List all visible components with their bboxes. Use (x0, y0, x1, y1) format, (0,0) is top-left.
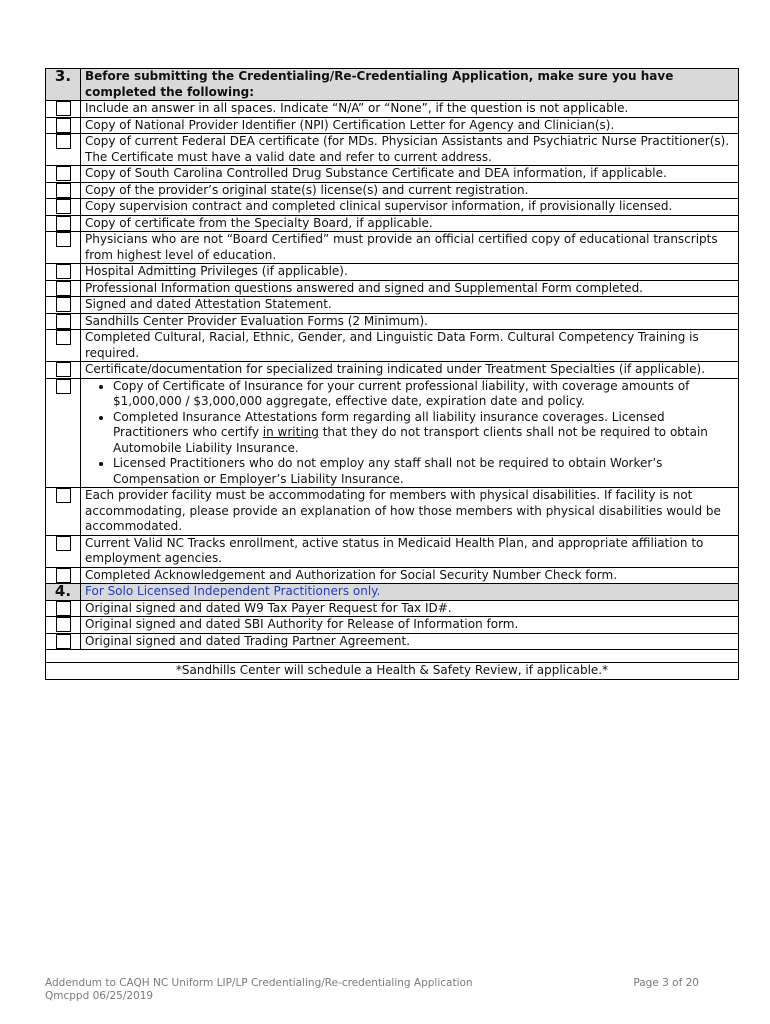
checklist-row (46, 600, 739, 617)
checklist-row (46, 362, 739, 379)
checklist-item-text: Sandhills Center Provider Evaluation Forms (2 Minimum). (81, 313, 739, 330)
checklist-item-text: Physicians who are not “Board Certified” must provide an official certified copy of educational transcripts from highest level of education. (81, 232, 739, 264)
bullet-text: that they do not transport clients shall not be required to obtain Automobile Liability Insurance. (113, 425, 708, 455)
checklist-item-text: Professional Information questions answered and signed and Supplemental Form completed. (81, 280, 739, 297)
checkbox[interactable] (56, 536, 71, 551)
checklist-row (46, 330, 739, 362)
checklist-row (46, 297, 739, 314)
checklist-item-text: Signed and dated Attestation Statement. (81, 297, 739, 314)
section-4-number: 4. (46, 584, 81, 601)
checkbox[interactable] (56, 330, 71, 345)
checkbox[interactable] (56, 264, 71, 279)
note-row (46, 663, 739, 680)
checklist-item-text: Original signed and dated SBI Authority for Release of Information form. (81, 617, 739, 634)
checklist-row (46, 617, 739, 634)
checkbox[interactable] (56, 568, 71, 583)
checklist-row (46, 488, 739, 536)
section-3-heading: Before submitting the Credentialing/Re-Credentialing Application, make sure you have completed the following: (81, 69, 739, 101)
checklist-row (46, 199, 739, 216)
page-number: Page 3 of 20 (633, 977, 699, 989)
page-footer (45, 977, 699, 1003)
checklist-row (46, 313, 739, 330)
insurance-bullet (113, 410, 734, 457)
checklist-item-text: Original signed and dated Trading Partner Agreement. (81, 633, 739, 650)
checklist-item-text: Include an answer in all spaces. Indicate “N/A” or “None”, if the question is not applicable. (81, 101, 739, 118)
section-3-number: 3. (46, 69, 81, 101)
checkbox[interactable] (56, 216, 71, 231)
checkbox[interactable] (56, 488, 71, 503)
section-4-heading: For Solo Licensed Independent Practitioners only. (81, 584, 739, 601)
checklist-row (46, 567, 739, 584)
checkbox[interactable] (56, 199, 71, 214)
checkbox[interactable] (56, 232, 71, 247)
checkbox[interactable] (56, 314, 71, 329)
checklist-item-text: Hospital Admitting Privileges (if applicable). (81, 264, 739, 281)
checklist-item-text: Copy supervision contract and completed clinical supervisor information, if provisionally licensed. (81, 199, 739, 216)
checkbox[interactable] (56, 166, 71, 181)
checklist-row (46, 182, 739, 199)
checklist-item-text: Copy of current Federal DEA certificate (for MDs. Physician Assistants and Psychiatric Nurse Practitioner(s). The Certificate must have a valid date and refer to current address. (81, 134, 739, 166)
checkbox[interactable] (56, 362, 71, 377)
bullet-text: Completed Insurance Attestations form regarding all liability insurance coverages. Licensed Practitioners who certify (113, 409, 665, 439)
checklist-row (46, 633, 739, 650)
checklist-item-text: Current Valid NC Tracks enrollment, active status in Medicaid Health Plan, and appropriate affiliation to employment agencies. (81, 535, 739, 567)
checkbox[interactable] (56, 379, 71, 394)
checklist-item-text: Certificate/documentation for specialized training indicated under Treatment Specialties (if applicable). (81, 362, 739, 379)
checklist-row (46, 264, 739, 281)
section-3-header-row (46, 69, 739, 101)
spacer-row (46, 650, 739, 663)
insurance-row (46, 378, 739, 488)
checkbox[interactable] (56, 601, 71, 616)
checkbox[interactable] (56, 101, 71, 116)
insurance-bullets (81, 378, 739, 488)
checkbox[interactable] (56, 634, 71, 649)
checkbox[interactable] (56, 281, 71, 296)
checklist-row (46, 101, 739, 118)
footer-revision: Qmcppd 06/25/2019 (45, 990, 154, 1002)
checkbox[interactable] (56, 617, 71, 632)
insurance-bullet: • Copy of Certificate of Insurance for your current professional liability, with coverage amounts of $1,000,000 / $3,000,000 aggregate, effective date, expiration date and policy. (113, 379, 734, 410)
checklist-item-text: Copy of South Carolina Controlled Drug Substance Certificate and DEA information, if applicable. (81, 166, 739, 183)
credentialing-checklist-table (45, 68, 739, 680)
checklist-item-text: Completed Acknowledgement and Authorization for Social Security Number Check form. (81, 567, 739, 584)
section-4-header-row (46, 584, 739, 601)
underlined-text: in writing (262, 425, 319, 439)
checkbox[interactable] (56, 118, 71, 133)
checklist-item-text: Each provider facility must be accommodating for members with physical disabilities. If facility is not accommodating, please provide an explanation of how those members with physical disabilities would be accommodated. (81, 488, 739, 536)
checklist-item-text: Original signed and dated W9 Tax Payer Request for Tax ID#. (81, 600, 739, 617)
checklist-row (46, 166, 739, 183)
checklist-row (46, 117, 739, 134)
checkbox[interactable] (56, 183, 71, 198)
checklist-row (46, 134, 739, 166)
checklist-item-text: Copy of certificate from the Specialty Board, if applicable. (81, 215, 739, 232)
checklist-row (46, 535, 739, 567)
empty-cell (46, 650, 739, 663)
checklist-item-text: Copy of the provider’s original state(s) license(s) and current registration. (81, 182, 739, 199)
footer-document-title: Addendum to CAQH NC Uniform LIP/LP Credentialing/Re-credentialing Application (45, 977, 473, 989)
checklist-row (46, 215, 739, 232)
checklist-item-text: Copy of National Provider Identifier (NPI) Certification Letter for Agency and Clinician(s). (81, 117, 739, 134)
checklist-row (46, 280, 739, 297)
checkbox[interactable] (56, 134, 71, 149)
insurance-bullet: • Licensed Practitioners who do not employ any staff shall not be required to obtain Worker’s Compensation or Employer’s Liability Insurance. (113, 456, 734, 487)
checklist-row (46, 232, 739, 264)
checkbox[interactable] (56, 297, 71, 312)
checklist-item-text: Completed Cultural, Racial, Ethnic, Gender, and Linguistic Data Form. Cultural Competency Training is required. (81, 330, 739, 362)
health-safety-note: *Sandhills Center will schedule a Health & Safety Review, if applicable.* (46, 663, 739, 680)
